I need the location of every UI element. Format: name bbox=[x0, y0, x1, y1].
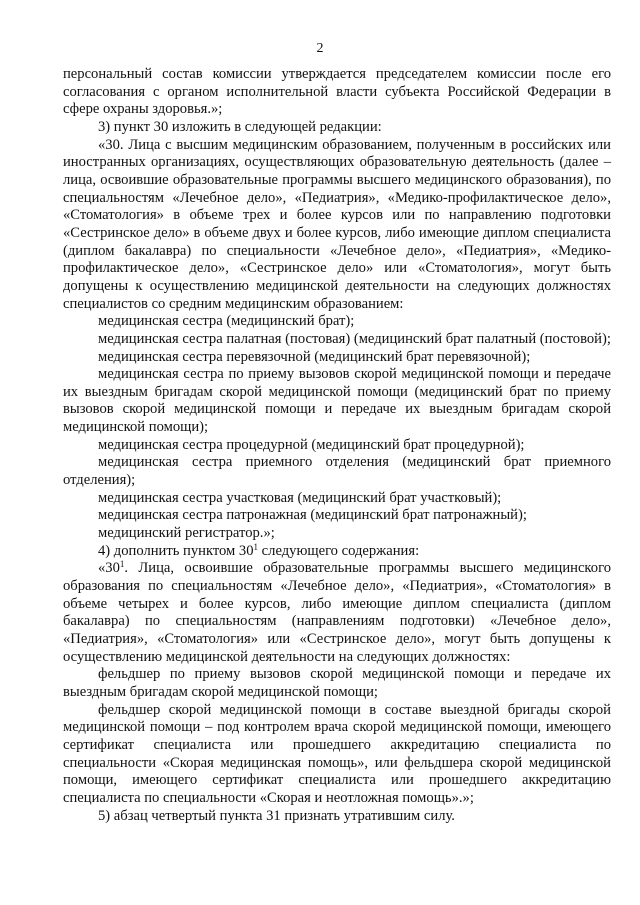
list-item-position: медицинский регистратор.»; bbox=[98, 525, 275, 542]
item-4-text: 4) дополнить пунктом 30 bbox=[98, 542, 254, 559]
superscript-index: 1 bbox=[253, 541, 259, 552]
list-item-position: фельдшер скорой медицинской помощи в составе выездной бригады скорой медицинской помощи – под контролем врача скорой медицинской помощи, имеющего сертификат специалиста или прошедшего аккредитацию специалиста по специальности «Скорая медицинская помощь», или фельдшера скорой медицинской помощи, имеющего сертификат специалиста или прошедшего аккредитацию специалиста по специальности «Скорая и неотложная помощь».»; bbox=[63, 701, 611, 806]
list-item-position: фельдшер по приему вызовов скорой медицинской помощи и передаче их выездным бригадам скорой медицинской помощи; bbox=[63, 666, 611, 700]
point-30-1-start: «30 bbox=[98, 560, 120, 577]
paragraph-item-4 bbox=[63, 543, 611, 561]
list-item-position: медицинская сестра перевязочной (медицинский брат перевязочной); bbox=[98, 348, 531, 365]
point-30-1-text: . Лица, освоившие образовательные программы высшего медицинского образования по специальностям «Лечебное дело», «Педиатрия», «Стоматология» в объеме четырех и более курсов, либо имеющие диплом специалиста (диплом бакалавра) по специальностям (направлениям подготовки) «Лечебное дело», «Педиатрия», «Стоматология» или «Сестринское дело», могут быть допущены к осуществлению медицинской деятельности на следующих должностях: bbox=[63, 560, 611, 665]
list-item-position: медицинская сестра палатная (постовая) (медицинский брат палатный (постовой); bbox=[98, 330, 611, 347]
list-item-position: медицинская сестра (медицинский брат); bbox=[98, 313, 355, 330]
item-4-text-end: следующего содержания: bbox=[258, 542, 420, 559]
list-item-position: медицинская сестра процедурной (медицинский брат процедурной); bbox=[98, 436, 525, 453]
paragraph-item-3: 3) пункт 30 изложить в следующей редакции: bbox=[98, 118, 382, 135]
list-item-position: медицинская сестра участковая (медицинский брат участковый); bbox=[98, 489, 502, 506]
page-number: 2 bbox=[316, 41, 324, 56]
list-item-position: медицинская сестра патронажная (медицинский брат патронажный); bbox=[98, 507, 527, 524]
superscript-index: 1 bbox=[119, 559, 125, 570]
list-item-position: медицинская сестра приемного отделения (медицинский брат приемного отделения); bbox=[63, 454, 611, 489]
paragraph-point-30-1 bbox=[63, 560, 611, 666]
document-body bbox=[63, 66, 611, 825]
paragraph-item-5: 5) абзац четвертый пункта 31 признать утратившим силу. bbox=[98, 807, 455, 824]
paragraph-commission-composition: персональный состав комиссии утверждается председателем комиссии после его согласования с органом исполнительной власти субъекта Российской Федерации в сфере охраны здоровья.»; bbox=[63, 66, 611, 118]
paragraph-point-30: «30. Лица с высшим медицинским образованием, полученным в российских или иностранных организациях, осуществляющих образовательную деятельность (далее – лица, освоившие образовательные программы высшего медицинского образования), по специальностям «Лечебное дело», «Педиатрия», «Медико-профилактическое дело», «Стоматология» в объеме трех и более курсов или по направлению подготовки «Сестринское дело» в объеме двух и более курсов, либо имеющие диплом специалиста (диплом бакалавра) по специальности «Лечебное дело», «Педиатрия», «Медико-профилактическое дело», «Сестринское дело» или «Стоматология», могут быть допущены к осуществлению медицинской деятельности на следующих должностях специалистов со средним медицинским образованием: bbox=[63, 136, 611, 312]
list-item-position: медицинская сестра по приему вызовов скорой медицинской помощи и передаче их выездным бригадам скорой медицинской помощи (медицинский брат по приему вызовов скорой медицинской помощи и передаче их выездным бригадам скорой медицинской помощи); bbox=[63, 366, 611, 436]
